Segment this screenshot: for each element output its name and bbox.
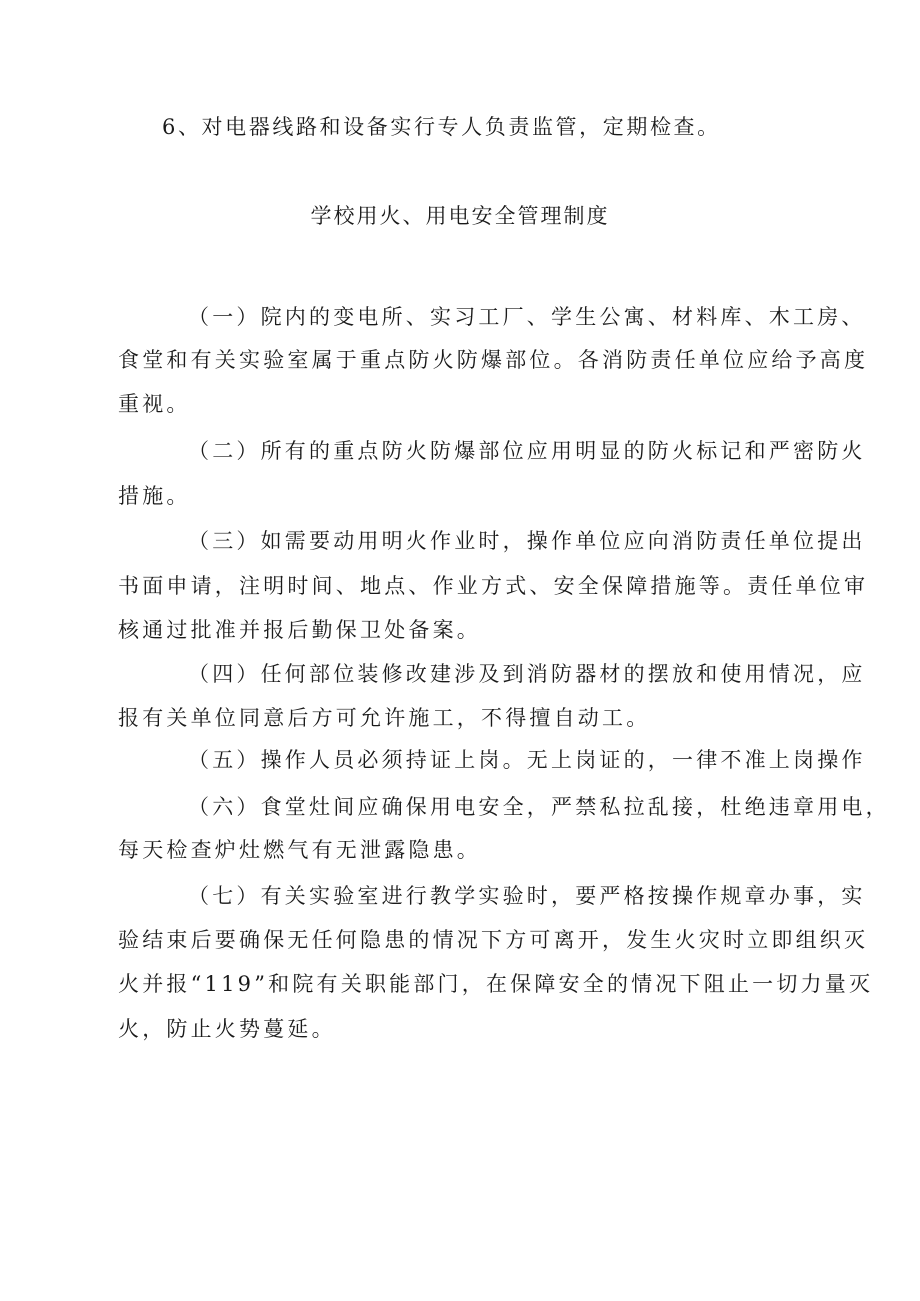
paragraph-5-line-1: （五）操作人员必须持证上岗。无上岗证的，一律不准上岗操作	[188, 748, 866, 772]
paragraph-7-line-1: （七）有关实验室进行教学实验时，要严格按操作规章办事，实	[188, 884, 866, 908]
paragraph-1-line-1: （一）院内的变电所、实习工厂、学生公寓、材料库、木工房、	[188, 305, 866, 329]
paragraph-1-line-2: 食堂和有关实验室属于重点防火防爆部位。各消防责任单位应给予高度	[118, 348, 869, 372]
paragraph-3-line-1: （三）如需要动用明火作业时，操作单位应向消防责任单位提出	[188, 529, 866, 553]
paragraph-3-line-2: 书面申请，注明时间、地点、作业方式、安全保障措施等。责任单位审	[118, 574, 869, 598]
paragraph-1-line-3: 重视。	[118, 392, 191, 416]
paragraph-4-line-1: （四）任何部位装修改建涉及到消防器材的摆放和使用情况，应	[188, 662, 866, 686]
document-title: 学校用火、用电安全管理制度	[310, 204, 610, 228]
list-item-6: 6、对电器线路和设备实行专人负责监管，定期检查。	[162, 115, 721, 139]
paragraph-7-line-4: 火，防止火势蔓延。	[118, 1017, 336, 1041]
paragraph-3-line-3: 核通过批准并报后勤保卫处备案。	[118, 618, 481, 642]
paragraph-4-line-2: 报有关单位同意后方可允许施工，不得擅自动工。	[118, 706, 651, 730]
paragraph-7-line-2: 验结束后要确保无任何隐患的情况下方可离开，发生火灾时立即组织灭	[118, 928, 869, 952]
paragraph-6-line-1: （六）食堂灶间应确保用电安全，严禁私拉乱接，杜绝违章用电，	[188, 795, 890, 819]
paragraph-7-line-3: 火并报“119”和院有关职能部门，在保障安全的情况下阻止一切力量灭	[118, 972, 874, 996]
paragraph-6-line-2: 每天检查炉灶燃气有无泄露隐患。	[118, 838, 481, 862]
paragraph-2-line-1: （二）所有的重点防火防爆部位应用明显的防火标记和严密防火	[188, 439, 866, 463]
paragraph-2-line-2: 措施。	[118, 484, 191, 508]
